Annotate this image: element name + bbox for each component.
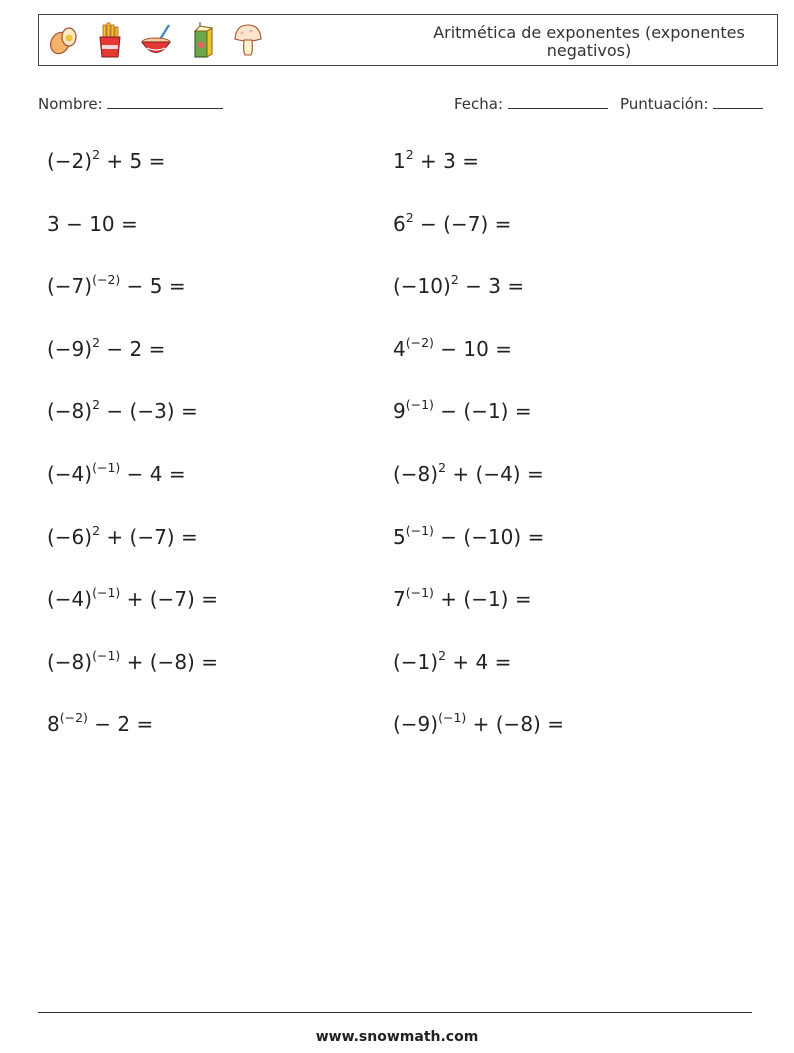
problem: $(-4)^{(-1)} + (-7)$ =	[47, 585, 218, 612]
score-label: Puntuación:	[620, 95, 709, 113]
footer-divider	[38, 1012, 752, 1013]
problem: $(-6)^2 + (-7)$ =	[47, 522, 198, 549]
date-blank[interactable]	[508, 94, 608, 109]
problem: $4^{(-2)} - 10$ =	[393, 334, 512, 361]
problem: $(-8)^2 - (-3)$ =	[47, 397, 198, 424]
problem: $(-4)^{(-1)} - 4$ =	[47, 459, 186, 486]
problem-grid	[47, 141, 747, 767]
name-blank[interactable]	[107, 94, 223, 109]
eggs-icon	[47, 21, 81, 59]
problem: $(-2)^2 + 5$ =	[47, 147, 166, 173]
french-fries-icon	[93, 21, 127, 59]
mushroom-icon	[231, 21, 265, 59]
date-label: Fecha:	[454, 95, 504, 113]
name-label: Nombre:	[38, 95, 103, 113]
juice-box-icon	[185, 21, 219, 59]
problem: $7^{(-1)} + (-1)$ =	[393, 585, 532, 612]
cereal-bowl-icon	[139, 21, 173, 59]
problem: $8^{(-2)} - 2$ =	[47, 710, 154, 737]
date-field	[454, 94, 608, 113]
problem: $6^2 - (-7)$ =	[393, 209, 512, 236]
problem: 3 − 10 =	[47, 211, 138, 236]
name-field	[38, 94, 223, 113]
problem: $1^2 + 3$ =	[393, 147, 479, 173]
worksheet-header	[38, 14, 778, 66]
problem: $(-8)^2 + (-4)$ =	[393, 459, 544, 486]
problem: $9^{(-1)} - (-1)$ =	[393, 397, 532, 424]
problem: $(-9)^2 - 2$ =	[47, 334, 166, 361]
problem: $(-8)^{(-1)} + (-8)$ =	[47, 647, 218, 674]
problem: $(-7)^{(-2)} - 5$ =	[47, 272, 186, 299]
footer-url[interactable]: www.snowmath.com	[315, 1029, 479, 1045]
header-icons	[47, 21, 265, 59]
problem: $(-1)^2 + 4$ =	[393, 647, 512, 674]
problem: $(-10)^2 - 3$ =	[393, 272, 525, 299]
worksheet-title: Aritmética de exponentes (exponentes negativos)	[433, 23, 745, 60]
problem: $5^{(-1)} - (-10)$ =	[393, 522, 545, 549]
score-field	[620, 94, 763, 113]
problem: $(-9)^{(-1)} + (-8)$ =	[393, 710, 564, 737]
score-blank[interactable]	[713, 94, 763, 109]
